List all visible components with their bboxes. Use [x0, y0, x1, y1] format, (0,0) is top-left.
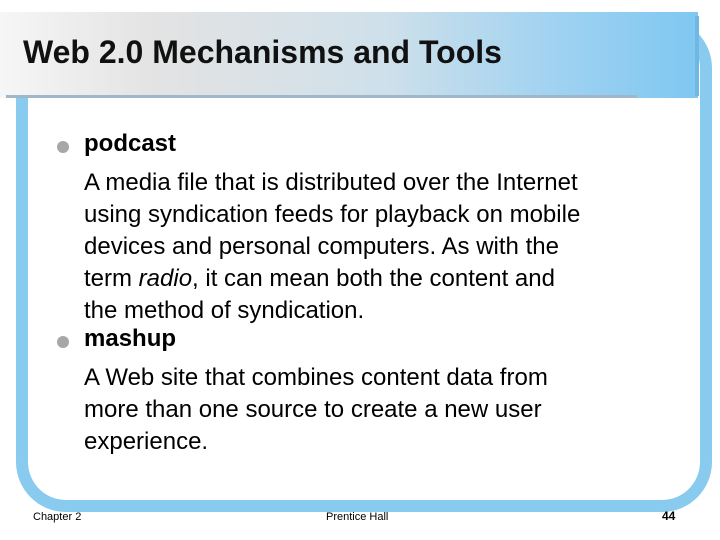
definition-mashup	[84, 362, 684, 458]
definition-line-italic: term radio, it can mean both the content and	[84, 265, 555, 292]
slide-title: Web 2.0 Mechanisms and Tools	[23, 34, 502, 70]
definition-line: the method of syndication.	[84, 297, 365, 324]
term-podcast: podcast	[84, 130, 177, 157]
definition-line: A media file that is distributed over the Internet	[84, 169, 578, 196]
definition-podcast	[84, 167, 684, 327]
bullet-icon	[57, 141, 69, 153]
footer-chapter: Chapter 2	[33, 511, 82, 523]
bullet-icon	[57, 336, 69, 348]
definition-line: devices and personal computers. As with the	[84, 233, 559, 260]
term-mashup: mashup	[84, 325, 177, 352]
footer-publisher: Prentice Hall	[326, 511, 389, 523]
definition-line: more than one source to create a new user	[84, 396, 542, 423]
definition-line: A Web site that combines content data from	[84, 364, 548, 391]
definition-line: experience.	[84, 428, 209, 455]
italic-term: radio	[138, 265, 193, 292]
definition-line: using syndication feeds for playback on mobile	[84, 201, 581, 228]
page-number: 44	[662, 509, 676, 523]
